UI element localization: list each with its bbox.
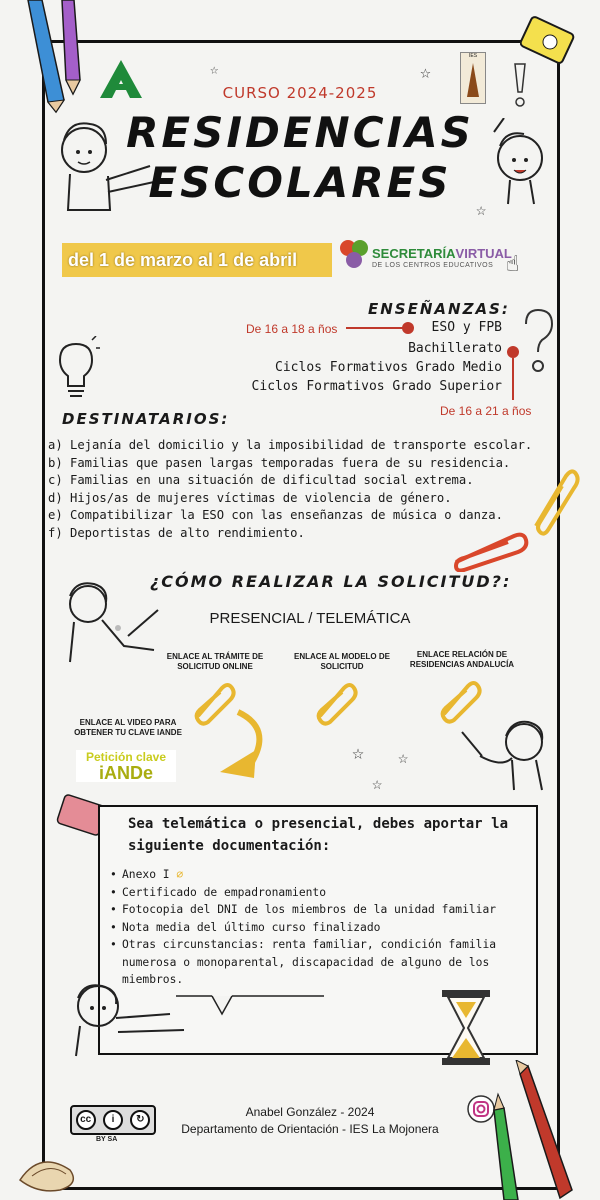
modelo-solicitud-link-clip-icon[interactable] — [312, 680, 358, 726]
cc-icon: cc — [76, 1110, 96, 1130]
dates-banner: del 1 de marzo al 1 de abril — [62, 243, 332, 277]
iande-video-link[interactable]: Petición clave iANDe — [76, 750, 176, 782]
page-title-line2: ESCOLARES — [148, 158, 452, 207]
age-range-label: De 16 a 21 a ños — [440, 404, 532, 418]
secretaria-virtual-subtitle: DE LOS CENTROS EDUCATIVOS — [372, 262, 494, 269]
age-connector-line — [344, 320, 420, 336]
destinatarios-heading: DESTINATARIOS: — [62, 410, 230, 428]
star-icon: ☆ — [398, 748, 409, 768]
license-label: BY SA — [96, 1136, 118, 1143]
kid-with-wand-illustration — [54, 576, 164, 666]
list-item: • Certificado de empadronamiento — [108, 884, 528, 902]
secretaria-virtual-name[interactable]: SECRETARÍAVIRTUAL — [372, 246, 512, 261]
list-item: • Otras circunstancias: renta familiar, condición familia numerosa o monoparental, discapacidad de alguno de los miembros. — [108, 936, 528, 989]
list-item: e) Compatibilizar la ESO con las enseñanzas de música o danza. — [48, 508, 503, 523]
course-label: CURSO 2024-2025 — [222, 84, 378, 102]
author-text: Anabel González - 2024 — [245, 1105, 375, 1119]
sa-icon: ↻ — [130, 1110, 150, 1130]
list-item: c) Familias en una situación de dificultad social extrema. — [48, 473, 474, 488]
age-range-label: De 16 a 18 a ños — [246, 322, 338, 336]
ensenanza-item: Ciclos Formativos Grado Medio — [275, 360, 502, 375]
list-item[interactable]: • Anexo I ⌀ — [108, 866, 528, 884]
anexo-clip-icon[interactable]: ⌀ — [176, 868, 184, 881]
star-icon: ☆ — [210, 62, 219, 78]
school-logo: IES — [460, 52, 486, 104]
list-item: d) Hijos/as de mujeres víctimas de violencia de género. — [48, 490, 452, 505]
ensenanzas-heading: ENSEÑANZAS: — [368, 300, 510, 318]
solicitud-mode: PRESENCIAL / TELEMÁTICA — [209, 610, 411, 627]
department-text: Departamento de Orientación - IES La Mojonera — [181, 1122, 439, 1136]
hourglass-icon — [436, 988, 496, 1068]
page-title-line1: RESIDENCIAS — [126, 108, 474, 157]
pencils-illustration — [480, 1060, 580, 1200]
ensenanza-item: Ciclos Formativos Grado Superior — [251, 379, 502, 394]
list-item: • Nota media del último curso finalizado — [108, 919, 528, 937]
star-icon: ☆ — [420, 62, 431, 83]
list-item: f) Deportistas de alto rendimiento. — [48, 525, 305, 540]
documentacion-list — [108, 866, 528, 989]
curved-arrow-icon — [216, 708, 276, 778]
light-bulb-icon — [54, 336, 100, 406]
list-item: • Fotocopia del DNI de los miembros de la unidad familiar — [108, 901, 528, 919]
star-icon: ☆ — [352, 740, 365, 764]
ensenanza-item: Bachillerato — [408, 341, 502, 356]
destinatarios-list — [48, 437, 532, 543]
paperclip-icon — [450, 528, 530, 572]
star-icon: ☆ — [476, 200, 487, 220]
video-link-label[interactable]: ENLACE AL VIDEO PARA OBTENER TU CLAVE IANDE — [74, 718, 182, 737]
list-item: a) Lejanía del domicilio y la imposibilidad de transporte escolar. — [48, 438, 533, 452]
creative-commons-badge — [70, 1105, 156, 1135]
kid-writing-illustration — [452, 712, 552, 792]
residencias-link-label[interactable]: ENLACE RELACIÓN DE RESIDENCIAS ANDALUCÍA — [409, 650, 515, 669]
star-icon: ☆ — [372, 774, 383, 794]
solicitud-online-link-label[interactable]: ENLACE AL TRÁMITE DE SOLICITUD ONLINE — [166, 652, 264, 671]
pointing-kid-illustration — [60, 978, 200, 1058]
by-icon: i — [103, 1110, 123, 1130]
question-mark-icon — [518, 306, 558, 382]
pencil-shavings-illustration — [10, 1140, 90, 1198]
hand-pointer-icon: ☝ — [506, 252, 520, 277]
pencils-illustration — [18, 0, 88, 120]
secretaria-virtual-logo-icon[interactable] — [336, 236, 372, 272]
solicitud-heading: ¿CÓMO REALIZAR LA SOLICITUD?: — [150, 572, 512, 591]
list-item: b) Familias que pasen largas temporadas fuera de su residencia. — [48, 455, 511, 470]
paperclip-icon — [526, 466, 580, 538]
modelo-solicitud-link-label[interactable]: ENLACE AL MODELO DE SOLICITUD — [293, 652, 390, 671]
documentacion-intro: Sea telemática o presencial, debes aportar la siguiente documentación: — [128, 816, 508, 854]
ensenanza-item: ESO y FPB — [431, 320, 502, 335]
